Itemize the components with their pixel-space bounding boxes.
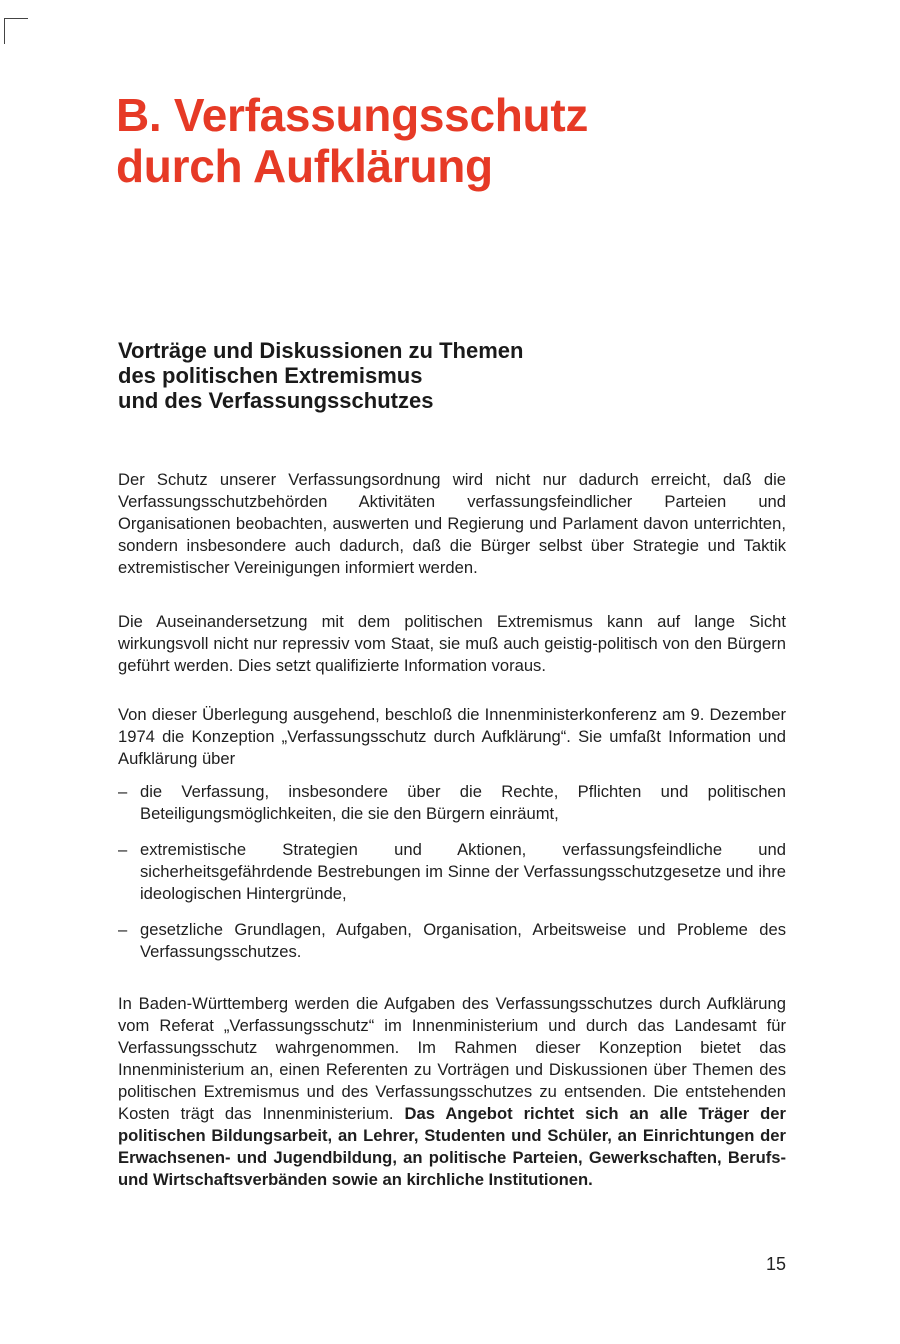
- paragraph-conference: Von dieser Überlegung ausgehend, beschloß die Innenministerkonferenz am 9. Dezember 1974 die Konzeption „Verfassungsschutz durch Aufklärung“. Sie umfaßt Information und Aufklärung über: [118, 704, 786, 768]
- list-item-text: extremistische Strategien und Aktionen, verfassungsfeindliche und sicherheitsgefährdende Bestrebungen im Sinne der Verfassungsschutzgesetze und ihre ideologischen Hintergründe,: [140, 840, 786, 903]
- chapter-title-line-2: durch Aufklärung: [116, 140, 493, 192]
- list-item-text: die Verfassung, insbesondere über die Rechte, Pflichten und politischen Beteiligungsmöglichkeiten, die sie den Bürgern einräumt,: [140, 782, 786, 823]
- list-item: [118, 919, 786, 963]
- chapter-title: [116, 90, 588, 192]
- dash-marker: –: [118, 840, 128, 859]
- dash-marker: –: [118, 920, 128, 939]
- list-item: [118, 781, 786, 825]
- paragraph-extremism: Die Auseinandersetzung mit dem politischen Extremismus kann auf lange Sicht wirkungsvoll nicht nur repressiv vom Staat, sie muß auch geistig-politisch von den Bürgern geführt werden. Dies setzt qualifizierte Information voraus.: [118, 611, 786, 675]
- list-item-text: gesetzliche Grundlagen, Aufgaben, Organisation, Arbeitsweise und Probleme des Verfassungsschutzes.: [140, 920, 786, 961]
- paragraph-offer-bold: Das Angebot richtet sich an alle Träger der politischen Bildungsarbeit, an Lehrer, Studenten und Schüler, an Einrichtungen der Erwachsenen- und Jugendbildung, an politische Parteien, Gewerkschaften, Berufs- und Wirtschaftsverbänden sowie an kirchliche Institutionen.: [118, 1104, 786, 1189]
- page-number: 15: [765, 1254, 786, 1274]
- chapter-title-line-1: B. Verfassungsschutz: [116, 89, 589, 141]
- section-heading-line-3: und des Verfassungsschutzes: [118, 388, 434, 413]
- paragraph-intro: Der Schutz unserer Verfassungsordnung wird nicht nur dadurch erreicht, daß die Verfassungsschutzbehörden Aktivitäten verfassungsfeindlicher Parteien und Organisationen beobachten, auswerten und Regierung und Parlament davon unterrichten, sondern insbesondere auch dadurch, daß die Bürger selbst über Strategie und Taktik extremistischer Vereinigungen informiert werden.: [118, 469, 786, 577]
- section-heading-line-1: Vorträge und Diskussionen zu Themen: [118, 338, 524, 363]
- crop-mark-horizontal: [4, 18, 28, 19]
- list-item: [118, 839, 786, 905]
- section-heading: [118, 338, 523, 413]
- paragraph-baden-wuerttemberg: [118, 993, 786, 1191]
- section-heading-line-2: des politischen Extremismus: [118, 363, 423, 388]
- topic-list: [118, 781, 786, 977]
- dash-marker: –: [118, 782, 128, 801]
- crop-mark-vertical: [4, 18, 5, 44]
- paragraph-regular-text: In Baden-Württemberg werden die Aufgaben des Verfassungsschutzes durch Aufklärung vom Referat „Verfassungsschutz“ im Innenministerium und durch das Landesamt für Verfassungsschutz wahrgenommen. Im Rahmen dieser Konzeption bietet das Innenministerium an, einen Referenten zu Vorträgen und Diskussionen über Themen des politischen Extremismus und des Verfassungsschutzes zu entsenden. Die entstehenden Kosten trägt das Innenministerium.: [118, 994, 786, 1123]
